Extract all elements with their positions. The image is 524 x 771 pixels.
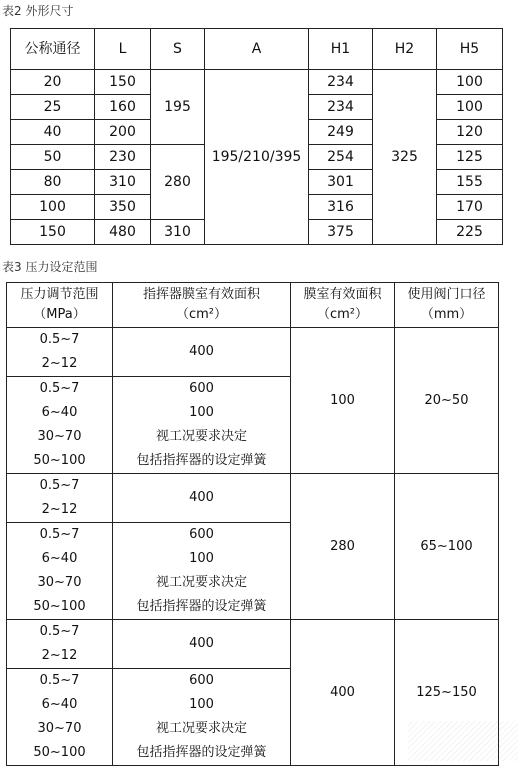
range-value: 50~100 xyxy=(33,599,86,614)
pressure-range-cell xyxy=(7,669,113,766)
dn-cell: 100 xyxy=(11,195,95,220)
header-pressure-range xyxy=(7,283,113,328)
valve-size-cell: 65~100 xyxy=(395,474,499,620)
pilot-area-cell xyxy=(113,377,291,474)
area-note: 包括指挥器的设定弹簧 xyxy=(136,599,267,614)
dn-cell: 40 xyxy=(11,120,95,145)
area-value: 600 xyxy=(189,381,214,396)
area-value: 100 xyxy=(189,551,214,566)
pilot-area-cell: 400 xyxy=(113,328,291,377)
area-value: 600 xyxy=(189,673,214,688)
dn-cell: 25 xyxy=(11,95,95,120)
range-value: 0.5~7 xyxy=(39,527,80,542)
h5-cell: 120 xyxy=(437,120,503,145)
h5-cell: 100 xyxy=(437,95,503,120)
range-value: 2~12 xyxy=(41,648,78,663)
range-value: 50~100 xyxy=(33,453,86,468)
header-a: A xyxy=(205,29,309,70)
h1-cell: 234 xyxy=(309,95,373,120)
dimensions-table xyxy=(10,28,503,245)
range-value: 30~70 xyxy=(37,575,82,590)
h1-cell: 301 xyxy=(309,170,373,195)
h1-cell: 375 xyxy=(309,220,373,245)
area-value: 100 xyxy=(189,405,214,420)
area-note: 视工况要求决定 xyxy=(155,721,247,736)
h5-cell: 225 xyxy=(437,220,503,245)
header-unit: （mm） xyxy=(420,307,473,322)
pilot-area-cell xyxy=(113,523,291,620)
table-row xyxy=(11,70,503,95)
range-value: 0.5~7 xyxy=(39,332,80,347)
watermark xyxy=(408,721,518,761)
header-pilot-area xyxy=(113,283,291,328)
h1-cell: 254 xyxy=(309,145,373,170)
pilot-area-cell: 400 xyxy=(113,474,291,523)
range-value: 6~40 xyxy=(41,697,78,712)
table2-caption: 表2 外形尺寸 xyxy=(2,4,74,18)
header-l: L xyxy=(95,29,151,70)
l-cell: 160 xyxy=(95,95,151,120)
l-cell: 200 xyxy=(95,120,151,145)
pilot-area-cell: 400 xyxy=(113,620,291,669)
header-s: S xyxy=(151,29,205,70)
valve-size-cell: 20~50 xyxy=(395,328,499,474)
pressure-range-cell xyxy=(7,377,113,474)
l-cell: 480 xyxy=(95,220,151,245)
s-cell: 195 xyxy=(151,70,205,145)
l-cell: 310 xyxy=(95,170,151,195)
range-value: 6~40 xyxy=(41,551,78,566)
header-dn: 公称通径 xyxy=(11,29,95,70)
header-line: 指挥器膜室有效面积 xyxy=(142,287,260,302)
range-value: 30~70 xyxy=(37,721,82,736)
membrane-area-cell: 280 xyxy=(291,474,395,620)
header-line: 膜室有效面积 xyxy=(303,287,382,302)
h1-cell: 249 xyxy=(309,120,373,145)
table-row xyxy=(7,620,499,669)
area-value: 100 xyxy=(189,697,214,712)
range-value: 0.5~7 xyxy=(39,381,80,396)
range-value: 6~40 xyxy=(41,405,78,420)
l-cell: 230 xyxy=(95,145,151,170)
membrane-area-cell: 400 xyxy=(291,620,395,766)
range-value: 0.5~7 xyxy=(39,673,80,688)
h5-cell: 170 xyxy=(437,195,503,220)
valve-size-cell: 125~150 xyxy=(395,620,499,766)
dn-cell: 80 xyxy=(11,170,95,195)
header-line: 使用阀门口径 xyxy=(407,287,486,302)
area-note: 视工况要求决定 xyxy=(155,429,247,444)
l-cell: 150 xyxy=(95,70,151,95)
dn-cell: 50 xyxy=(11,145,95,170)
header-membrane-area xyxy=(291,283,395,328)
pressure-range-cell xyxy=(7,474,113,523)
range-value: 2~12 xyxy=(41,502,78,517)
table-row xyxy=(7,474,499,523)
l-cell: 350 xyxy=(95,195,151,220)
a-cell: 195/210/395 xyxy=(205,70,309,245)
membrane-area-cell: 100 xyxy=(291,328,395,474)
header-h2: H2 xyxy=(373,29,437,70)
s-cell: 280 xyxy=(151,145,205,220)
area-note: 包括指挥器的设定弹簧 xyxy=(136,453,267,468)
table-header-row xyxy=(7,283,499,328)
area-value: 600 xyxy=(189,527,214,542)
h5-cell: 155 xyxy=(437,170,503,195)
header-unit: （MPa） xyxy=(33,307,86,322)
header-unit: （cm²） xyxy=(316,307,369,322)
area-note: 包括指挥器的设定弹簧 xyxy=(136,745,267,760)
h5-cell: 100 xyxy=(437,70,503,95)
header-h5: H5 xyxy=(437,29,503,70)
dn-cell: 20 xyxy=(11,70,95,95)
range-value: 30~70 xyxy=(37,429,82,444)
pilot-area-cell xyxy=(113,669,291,766)
table-row xyxy=(7,328,499,377)
header-h1: H1 xyxy=(309,29,373,70)
header-line: 压力调节范围 xyxy=(20,287,99,302)
s-cell: 310 xyxy=(151,220,205,245)
h2-cell: 325 xyxy=(373,70,437,245)
pressure-range-table xyxy=(6,282,499,766)
header-valve-size xyxy=(395,283,499,328)
h1-cell: 316 xyxy=(309,195,373,220)
range-value: 2~12 xyxy=(41,356,78,371)
dn-cell: 150 xyxy=(11,220,95,245)
h1-cell: 234 xyxy=(309,70,373,95)
table-header-row xyxy=(11,29,503,70)
pressure-range-cell xyxy=(7,328,113,377)
h5-cell: 125 xyxy=(437,145,503,170)
range-value: 50~100 xyxy=(33,745,86,760)
area-note: 视工况要求决定 xyxy=(155,575,247,590)
pressure-range-cell xyxy=(7,523,113,620)
range-value: 0.5~7 xyxy=(39,478,80,493)
header-unit: （cm²） xyxy=(175,307,228,322)
pressure-range-cell xyxy=(7,620,113,669)
range-value: 0.5~7 xyxy=(39,624,80,639)
table3-caption: 表3 压力设定范围 xyxy=(2,260,98,274)
